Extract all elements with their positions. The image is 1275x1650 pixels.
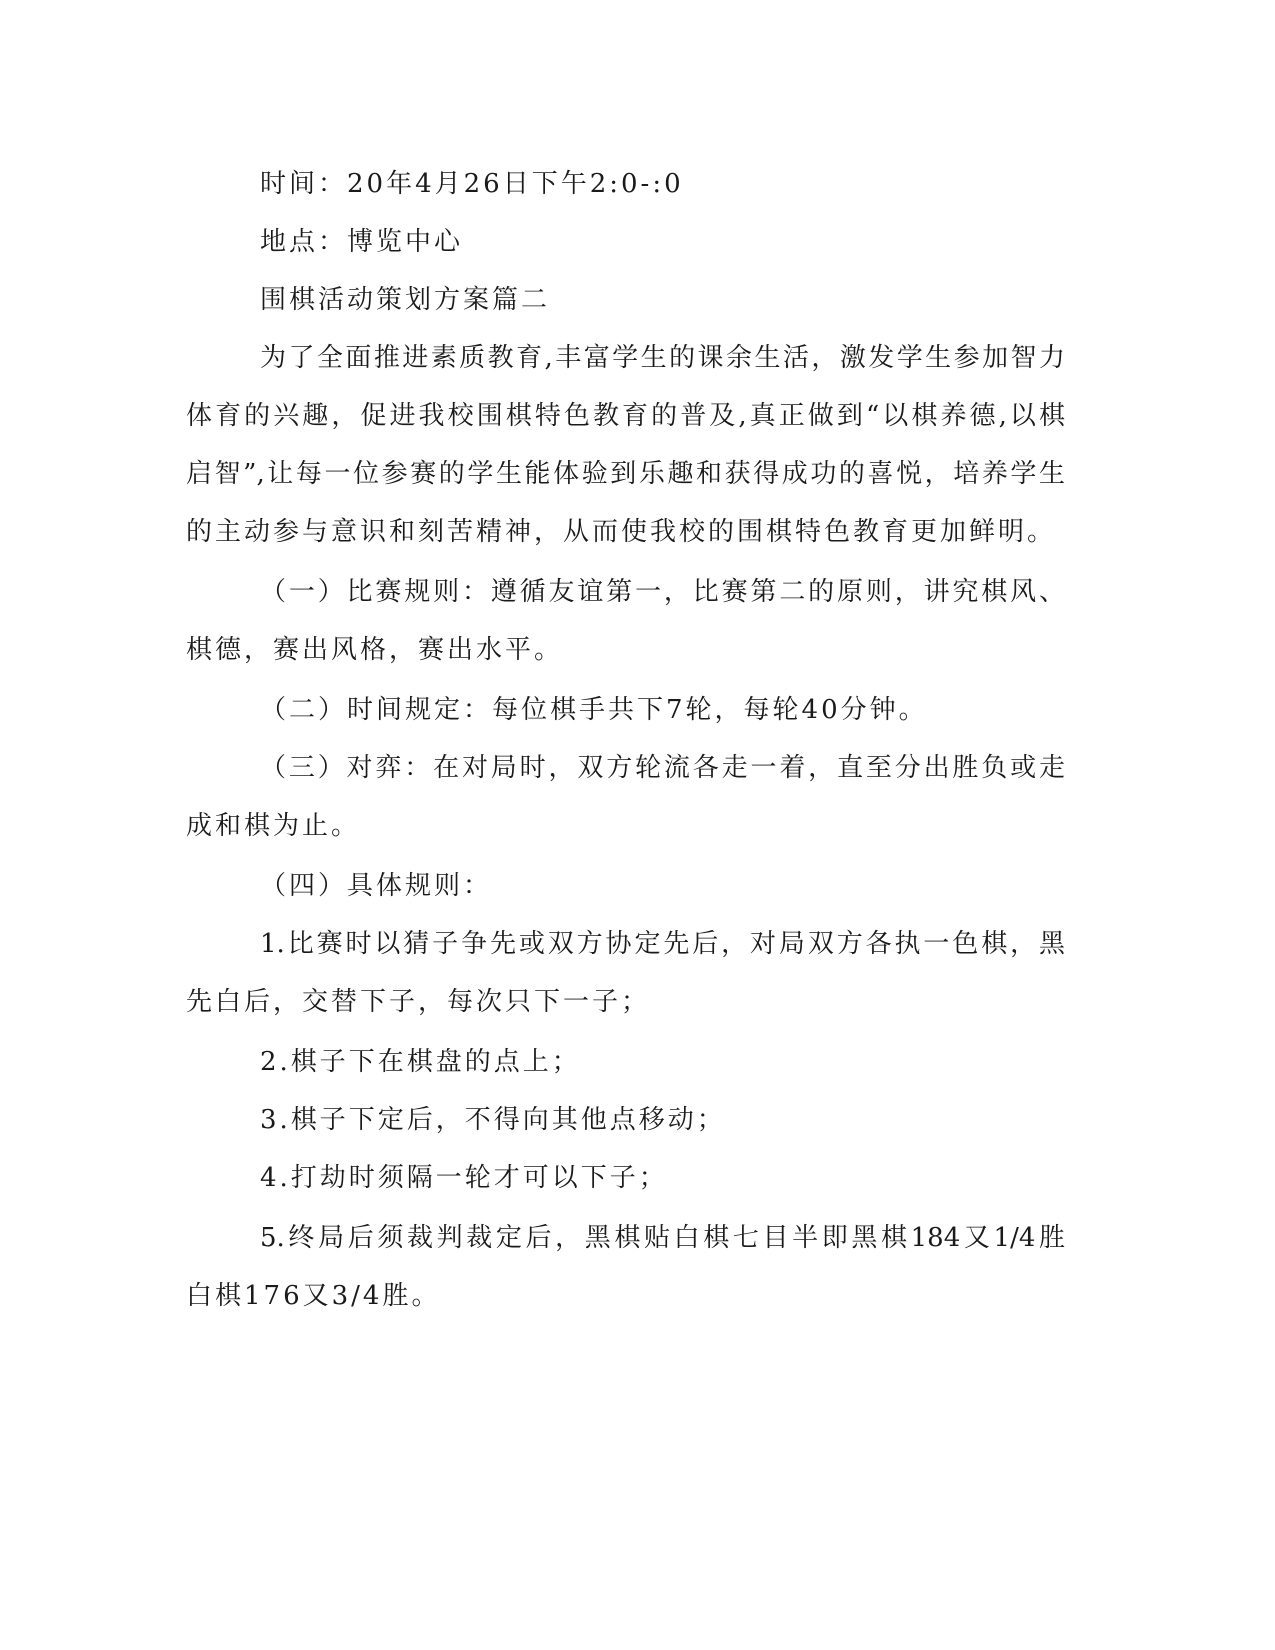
rule-line: （二）时间规定：每位棋手共下7轮，每轮40分钟。	[260, 695, 928, 725]
list-item-line: 3.棋子下定后，不得向其他点移动；	[260, 1105, 726, 1135]
location-line: 地点：博览中心	[260, 227, 464, 257]
paragraph-line: 启智”,让每一位参赛的学生能体验到乐趣和获得成功的喜悦，培养学生	[186, 459, 1065, 489]
rule-line: （一）比赛规则：遵循友谊第一，比赛第二的原则，讲究棋风、	[260, 577, 1065, 607]
time-line: 时间：20年4月26日下午2:0-:0	[260, 169, 684, 199]
list-item-line: 2.棋子下在棋盘的点上；	[260, 1047, 581, 1077]
paragraph-line: 为了全面推进素质教育,丰富学生的课余生活，激发学生参加智力	[260, 343, 1065, 373]
rule-line: 成和棋为止。	[186, 811, 361, 841]
paragraph-line: 体育的兴趣，促进我校围棋特色教育的普及,真正做到“以棋养德,以棋	[186, 401, 1065, 431]
rule-line: （四）具体规则：	[260, 871, 493, 901]
section-heading: 围棋活动策划方案篇二	[260, 285, 551, 315]
rule-line: （三）对弈：在对局时，双方轮流各走一着，直至分出胜负或走	[260, 753, 1065, 783]
list-item-line: 1.比赛时以猜子争先或双方协定先后，对局双方各执一色棋，黑	[260, 929, 1065, 959]
list-item-line: 白棋176又3/4胜。	[186, 1281, 441, 1311]
list-item-line: 先白后，交替下子，每次只下一子；	[186, 987, 651, 1017]
paragraph-line: 的主动参与意识和刻苦精神，从而使我校的围棋特色教育更加鲜明。	[186, 517, 1057, 547]
rule-line: 棋德，赛出风格，赛出水平。	[186, 635, 564, 665]
list-item-line: 4.打劫时须隔一轮才可以下子；	[260, 1163, 668, 1193]
list-item-line: 5.终局后须裁判裁定后，黑棋贴白棋七目半即黑棋184又1/4胜	[260, 1223, 1065, 1253]
